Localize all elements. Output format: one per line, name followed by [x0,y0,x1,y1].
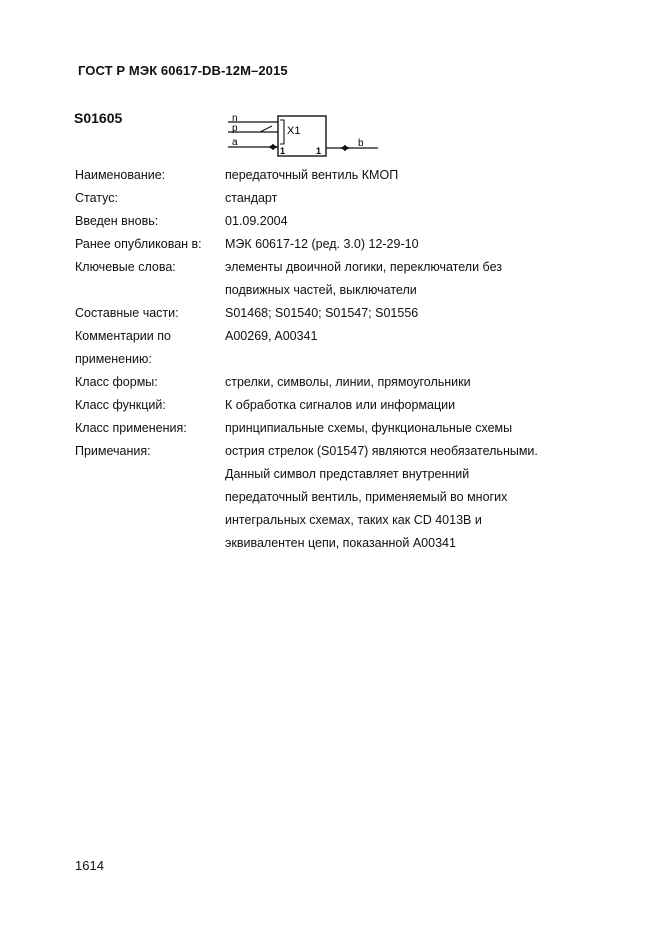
field-components [75,302,585,325]
field-label: Примечания: [75,444,151,458]
field-line: передаточный вентиль КМОП [225,168,399,182]
field-value [225,440,585,555]
arrow-a-icon-2 [272,144,278,150]
field-line: интегральных схемах, таких как CD 4013B и [225,513,482,527]
arrow-b-icon-2 [344,145,350,151]
field-label: Наименование: [75,168,166,182]
document-header: ГОСТ Р МЭК 60617-DB-12M–2015 [78,63,288,78]
symbol-code: S01605 [74,110,123,126]
field-line: МЭК 60617-12 (ред. 3.0) 12-29-10 [225,237,419,251]
field-status [75,187,585,210]
field-label: Класс применения: [75,421,187,435]
field-line: стандарт [225,191,278,205]
field-line: Данный символ представляет внутренний [225,467,470,481]
field-line: элементы двоичной логики, переключатели без [225,260,502,274]
field-introduced [75,210,585,233]
field-line: острия стрелок (S01547) являются необязательными. [225,444,538,458]
field-value [225,325,585,371]
field-line: эквивалентен цепи, показанной A00341 [225,536,456,550]
field-value [225,302,585,325]
field-line: передаточный вентиль, применяемый во многих [225,490,508,504]
negation-p-icon [260,126,272,132]
field-keywords [75,256,585,302]
field-name [75,164,585,187]
field-value [225,164,585,187]
field-line: подвижных частей, выключатели [225,283,417,297]
field-label: Ранее опубликован в: [75,237,202,251]
field-function-class [75,394,585,417]
field-line: принципиальные схемы, функциональные схемы [225,421,513,435]
field-published [75,233,585,256]
field-value [225,210,585,233]
field-label: Статус: [75,191,118,205]
field-form-class [75,371,585,394]
output-label-b: b [358,138,364,149]
field-value [225,371,585,394]
field-notes [75,440,585,555]
field-label: Составные части: [75,306,179,320]
field-label: Класс функций: [75,398,166,412]
field-label: Комментарии по применению: [75,329,171,366]
field-value [225,256,585,302]
input-label-a: a [232,137,238,148]
field-label: Класс формы: [75,375,158,389]
field-value [225,417,585,440]
qualifier-label: X1 [287,125,301,137]
field-line: A00269, A00341 [225,329,318,343]
field-line: стрелки, символы, линии, прямоугольники [225,375,471,389]
field-value [225,394,585,417]
input-label-n: n [232,113,238,124]
field-application-class [75,417,585,440]
field-label: Ключевые слова: [75,260,176,274]
pin-label-right: 1 [316,146,322,156]
field-value [225,187,585,210]
field-value [225,233,585,256]
field-label: Введен вновь: [75,214,159,228]
page-number: 1614 [75,858,104,873]
field-line: 01.09.2004 [225,214,288,228]
input-label-p: p [232,123,238,134]
transmission-gate-symbol [228,110,388,160]
properties-table [75,164,585,555]
field-line: К обработка сигналов или информации [225,398,456,412]
field-line: S01468; S01540; S01547; S01556 [225,306,419,320]
bracket-icon [280,120,284,144]
pin-label-left: 1 [280,146,286,156]
field-comments [75,325,585,371]
